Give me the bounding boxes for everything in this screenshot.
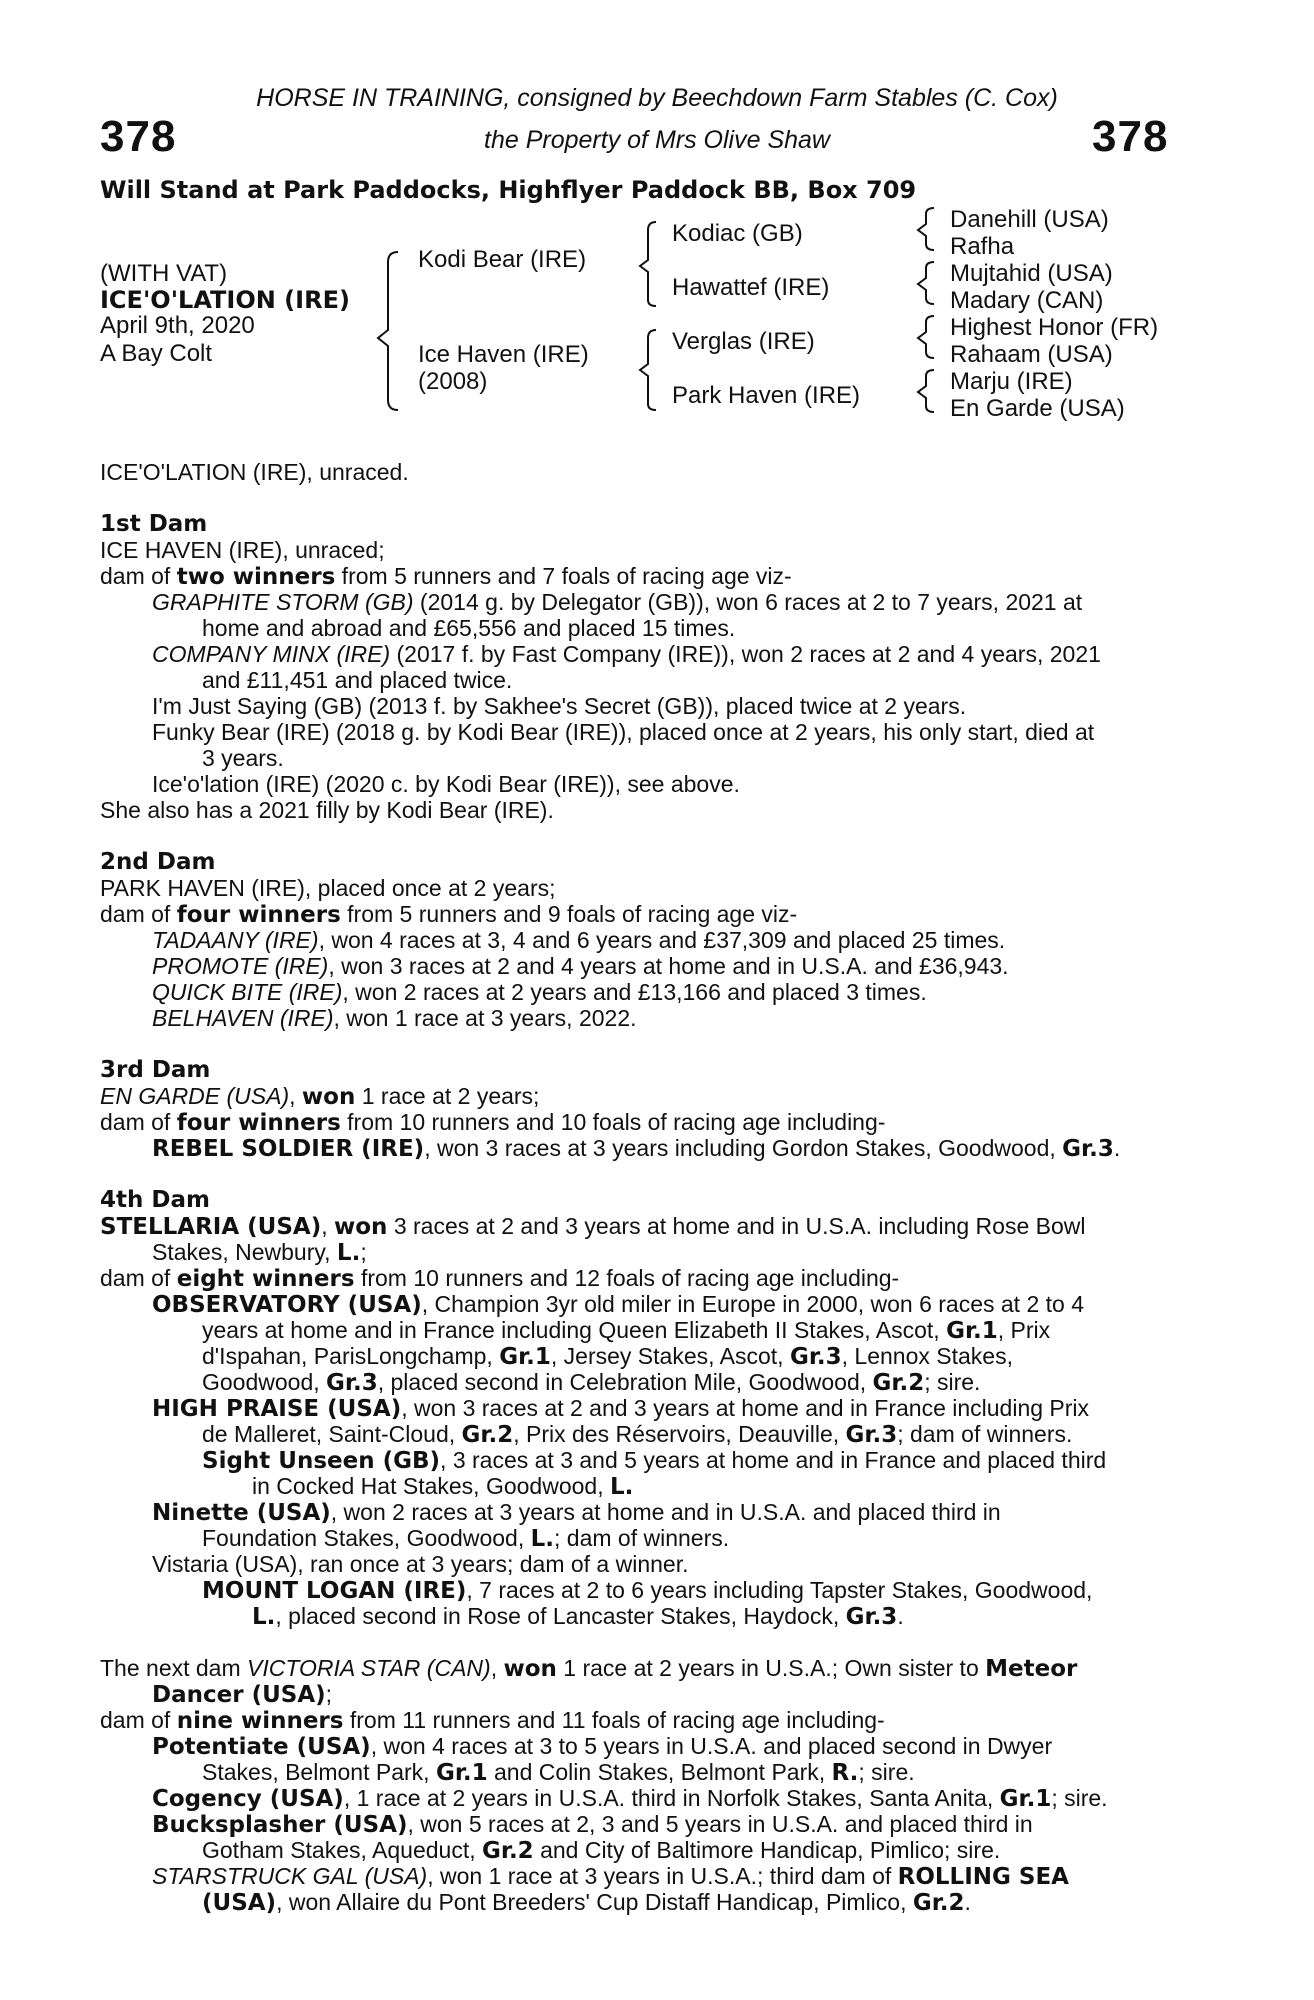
next-dam-line-2 <box>152 1682 332 1709</box>
text: , <box>321 1213 334 1239</box>
first-dam-title: 1st Dam <box>100 511 208 537</box>
text: , won 4 races at 3, 4 and 6 years and £37,309 and placed 25 times. <box>318 927 1006 953</box>
horse-name: VICTORIA STAR (CAN) <box>247 1655 491 1681</box>
text: , won 3 races at 2 and 3 years at home and in France including Prix <box>401 1395 1090 1421</box>
text: dam of <box>100 901 177 927</box>
won-label: won <box>503 1656 557 1682</box>
grade-label: Gr.2 <box>872 1370 925 1396</box>
produce-observatory-4 <box>202 1370 980 1397</box>
text: . <box>964 1889 971 1915</box>
horse-name: HIGH PRAISE (USA) <box>152 1396 402 1422</box>
produce-vistaria: Vistaria (USA), ran once at 3 years; dam of a winner. <box>152 1551 689 1577</box>
first-dam-line: ICE HAVEN (IRE), unraced; <box>100 537 385 563</box>
grade-label: Gr.3 <box>1062 1136 1114 1162</box>
produce-high-praise-2 <box>202 1422 1072 1449</box>
stand-line: Will Stand at Park Paddocks, Highflyer Paddock BB, Box 709 <box>100 176 917 204</box>
grade-label: Gr.1 <box>435 1760 488 1786</box>
text: ; <box>360 1239 367 1265</box>
grade-label: L. <box>252 1604 276 1630</box>
produce-potentiate-2 <box>202 1760 915 1787</box>
horse-name: BELHAVEN (IRE) <box>152 1005 334 1031</box>
pedigree-brackets <box>0 0 1314 440</box>
horse-name: MOUNT LOGAN (IRE) <box>202 1578 467 1604</box>
grade-label: Gr.1 <box>999 1786 1052 1812</box>
text: de Malleret, Saint-Cloud, <box>202 1421 462 1447</box>
horse-name: Bucksplasher (USA) <box>152 1812 408 1838</box>
horse-name: COMPANY MINX (IRE) <box>152 641 391 667</box>
horse-name: Potentiate (USA) <box>152 1734 371 1760</box>
dam-sire-dam: Rahaam (USA) <box>950 341 1113 368</box>
grade-label: Gr.2 <box>461 1422 514 1448</box>
horse-name: STARSTRUCK GAL (USA) <box>152 1863 428 1889</box>
produce-observatory <box>152 1292 1084 1319</box>
winners-count: four winners <box>176 902 341 928</box>
text: , Lennox Stakes, <box>841 1343 1013 1369</box>
text: from 10 runners and 10 foals of racing age including- <box>340 1109 886 1135</box>
text: , Prix <box>997 1317 1051 1343</box>
text: , <box>490 1655 504 1681</box>
produce-company-minx <box>152 642 1101 668</box>
produce-mount-logan-2 <box>252 1604 904 1631</box>
produce-cogency <box>152 1786 1108 1813</box>
text: , won 2 races at 3 years at home and in U.S.A. and placed third in <box>330 1499 1001 1525</box>
text: from 5 runners and 9 foals of racing age viz- <box>340 901 798 927</box>
fourth-dam-produce-line <box>100 1266 899 1293</box>
won-label: won <box>301 1084 356 1110</box>
next-dam-line <box>100 1656 1077 1683</box>
horse-name: Ninette (USA) <box>152 1500 331 1526</box>
fourth-dam-title: 4th Dam <box>100 1187 210 1213</box>
grade-label: Gr.2 <box>912 1890 965 1916</box>
horse-name: Cogency (USA) <box>152 1786 344 1812</box>
text: , 3 races at 3 and 5 years at home and in France and placed third <box>440 1447 1107 1473</box>
text: Goodwood, <box>202 1369 327 1395</box>
text: ; sire. <box>858 1759 915 1785</box>
text: dam of <box>100 1265 177 1291</box>
text: (2014 g. by Delegator (GB)), won 6 races at 2 to 7 years, 2021 at <box>413 589 1083 615</box>
produce-observatory-2 <box>202 1318 1050 1345</box>
horse-name: Meteor <box>985 1656 1078 1682</box>
horse-name: REBEL SOLDIER (IRE) <box>152 1136 425 1162</box>
produce-ninette <box>152 1500 1001 1527</box>
text: ; sire. <box>924 1369 981 1395</box>
text: ; <box>325 1681 333 1707</box>
text: from 11 runners and 11 foals of racing age including- <box>343 1707 885 1733</box>
grade-label: L. <box>530 1526 555 1552</box>
produce-funky-bear-cont: 3 years. <box>202 745 284 771</box>
sire-dam: Hawattef (IRE) <box>672 274 830 301</box>
produce-quick-bite <box>152 980 927 1006</box>
text: from 10 runners and 12 foals of racing age including- <box>354 1265 900 1291</box>
vat-label: (WITH VAT) <box>100 260 228 287</box>
first-dam-produce-line <box>100 564 792 591</box>
fourth-dam-line <box>100 1214 1086 1241</box>
text: , won 5 races at 2, 3 and 5 years in U.S.A. and placed third in <box>407 1811 1033 1837</box>
horse-name: (USA) <box>202 1890 277 1916</box>
produce-graphite-storm-cont: home and abroad and £65,556 and placed 15 times. <box>202 615 736 641</box>
text: , won 1 race at 3 years in U.S.A.; third dam of <box>427 1863 898 1889</box>
winners-count: eight winners <box>176 1266 355 1292</box>
winners-count: nine winners <box>176 1708 344 1734</box>
consigned-line: HORSE IN TRAINING, consigned by Beechdown Farm Stables (C. Cox) <box>256 84 1058 112</box>
text: ; dam of winners. <box>554 1525 730 1551</box>
horse-name: OBSERVATORY (USA) <box>152 1292 422 1318</box>
text: Foundation Stakes, Goodwood, <box>202 1525 531 1551</box>
horse-name: Sight Unseen (GB) <box>202 1448 441 1474</box>
second-dam-produce-line <box>100 902 797 929</box>
sire-sire-dam: Rafha <box>950 233 1015 260</box>
text: , won 3 races at 3 years including Gordon Stakes, Goodwood, <box>424 1135 1063 1161</box>
produce-starstruck-gal-2 <box>202 1890 971 1917</box>
produce-potentiate <box>152 1734 1052 1761</box>
produce-sight-unseen-2 <box>252 1474 633 1501</box>
text: dam of <box>100 563 177 589</box>
produce-ninette-2 <box>202 1526 729 1553</box>
produce-belhaven <box>152 1006 637 1032</box>
text: . <box>1113 1135 1121 1161</box>
produce-tadaany <box>152 928 1005 954</box>
horse-name: STELLARIA (USA) <box>100 1214 322 1240</box>
produce-sight-unseen <box>202 1448 1106 1475</box>
winners-count: four winners <box>176 1110 341 1136</box>
horse-desc: A Bay Colt <box>100 340 213 367</box>
text: dam of <box>100 1109 177 1135</box>
text: The next dam <box>100 1655 248 1681</box>
next-dam-produce-line <box>100 1708 885 1735</box>
horse-name: GRAPHITE STORM (GB) <box>152 589 414 615</box>
horse-name: ICE'O'LATION (IRE) <box>100 286 350 314</box>
text: 1 race at 2 years; <box>355 1083 540 1109</box>
horse-name: QUICK BITE (IRE) <box>152 979 343 1005</box>
horse-dob: April 9th, 2020 <box>100 312 255 339</box>
first-dam-note: She also has a 2021 filly by Kodi Bear (IRE). <box>100 797 554 823</box>
fourth-dam-line-cont <box>152 1240 367 1267</box>
produce-iceolation: Ice'o'lation (IRE) (2020 c. by Kodi Bear (IRE)), see above. <box>152 771 740 797</box>
won-label: won <box>334 1214 388 1240</box>
produce-bucksplasher <box>152 1812 1033 1839</box>
grade-label: L. <box>336 1240 361 1266</box>
lot-number-left: 378 <box>100 112 177 161</box>
dam-name: Ice Haven (IRE) <box>418 341 589 368</box>
dam-sire: Verglas (IRE) <box>672 328 815 355</box>
text: dam of <box>100 1707 177 1733</box>
grade-label: Gr.1 <box>499 1344 551 1370</box>
produce-mount-logan <box>202 1578 1092 1605</box>
sire-dam-sire: Mujtahid (USA) <box>950 260 1113 287</box>
grade-label: Gr.2 <box>482 1838 534 1864</box>
second-dam-line: PARK HAVEN (IRE), placed once at 2 years; <box>100 875 556 901</box>
lot-number-right: 378 <box>1092 112 1169 161</box>
grade-label: Gr.1 <box>946 1318 998 1344</box>
dam-sire-sire: Highest Honor (FR) <box>950 314 1159 341</box>
horse-name: PROMOTE (IRE) <box>152 953 329 979</box>
produce-high-praise <box>152 1396 1089 1423</box>
text: , placed second in Celebration Mile, Goodwood, <box>377 1369 873 1395</box>
text: , placed second in Rose of Lancaster Stakes, Haydock, <box>275 1603 846 1629</box>
property-line: the Property of Mrs Olive Shaw <box>484 126 830 154</box>
second-dam-title: 2nd Dam <box>100 849 216 875</box>
text: ; sire. <box>1051 1785 1108 1811</box>
dam-year: (2008) <box>418 368 488 395</box>
grade-label: R. <box>831 1760 859 1786</box>
text: and Colin Stakes, Belmont Park, <box>487 1759 832 1785</box>
grade-label: Gr.3 <box>845 1422 898 1448</box>
text: , 7 races at 2 to 6 years including Tapster Stakes, Goodwood, <box>466 1577 1093 1603</box>
dam-dam-sire: Marju (IRE) <box>950 368 1073 395</box>
text: , won 3 races at 2 and 4 years at home and in U.S.A. and £36,943. <box>328 953 1009 979</box>
winners-count: two winners <box>176 564 336 590</box>
text: , <box>289 1083 302 1109</box>
dam-dam: Park Haven (IRE) <box>672 382 861 409</box>
produce-observatory-3 <box>202 1344 1013 1371</box>
text: Gotham Stakes, Aqueduct, <box>202 1837 482 1863</box>
text: , Champion 3yr old miler in Europe in 2000, won 6 races at 2 to 4 <box>421 1291 1084 1317</box>
produce-rebel-soldier <box>152 1136 1120 1163</box>
text: d'Ispahan, ParisLongchamp, <box>202 1343 500 1369</box>
text: , 1 race at 2 years in U.S.A. third in Norfolk Stakes, Santa Anita, <box>343 1785 1000 1811</box>
sire-sire: Kodiac (GB) <box>672 220 803 247</box>
text: , won Allaire du Pont Breeders' Cup Distaff Handicap, Pimlico, <box>276 1889 913 1915</box>
grade-label: L. <box>609 1474 634 1500</box>
horse-name: Dancer (USA) <box>152 1682 326 1708</box>
produce-im-just-saying: I'm Just Saying (GB) (2013 f. by Sakhee's Secret (GB)), placed twice at 2 years. <box>152 693 967 719</box>
produce-bucksplasher-2 <box>202 1838 1000 1865</box>
sire-dam-dam: Madary (CAN) <box>950 287 1104 314</box>
text: ; dam of winners. <box>897 1421 1073 1447</box>
dam-dam-dam: En Garde (USA) <box>950 395 1125 422</box>
third-dam-produce-line <box>100 1110 885 1137</box>
intro-line: ICE'O'LATION (IRE), unraced. <box>100 459 409 485</box>
text: and City of Baltimore Handicap, Pimlico; sire. <box>533 1837 1001 1863</box>
text: (2017 f. by Fast Company (IRE)), won 2 races at 2 and 4 years, 2021 <box>390 641 1101 667</box>
produce-promote <box>152 954 1009 980</box>
produce-company-minx-cont: and £11,451 and placed twice. <box>202 667 513 693</box>
text: 1 race at 2 years in U.S.A.; Own sister to <box>556 1655 986 1681</box>
text: . <box>897 1603 904 1629</box>
produce-starstruck-gal <box>152 1864 1069 1891</box>
text: , Jersey Stakes, Ascot, <box>550 1343 790 1369</box>
grade-label: Gr.3 <box>789 1344 842 1370</box>
third-dam-line <box>100 1084 539 1111</box>
grade-label: Gr.3 <box>326 1370 378 1396</box>
horse-name: ROLLING SEA <box>897 1864 1069 1890</box>
text: , won 2 races at 2 years and £13,166 and placed 3 times. <box>342 979 927 1005</box>
text: from 5 runners and 7 foals of racing age viz- <box>335 563 792 589</box>
horse-name: TADAANY (IRE) <box>152 927 319 953</box>
text: , won 1 race at 3 years, 2022. <box>333 1005 637 1031</box>
grade-label: Gr.3 <box>845 1604 898 1630</box>
text: , won 4 races at 3 to 5 years in U.S.A. and placed second in Dwyer <box>370 1733 1053 1759</box>
produce-graphite-storm <box>152 590 1082 616</box>
sire-sire-sire: Danehill (USA) <box>950 206 1109 233</box>
sire-name: Kodi Bear (IRE) <box>418 246 587 273</box>
text: in Cocked Hat Stakes, Goodwood, <box>252 1473 610 1499</box>
third-dam-title: 3rd Dam <box>100 1057 211 1083</box>
produce-funky-bear: Funky Bear (IRE) (2018 g. by Kodi Bear (IRE)), placed once at 2 years, his only start, died at <box>152 719 1095 745</box>
horse-name: EN GARDE (USA) <box>100 1083 290 1109</box>
text: Stakes, Belmont Park, <box>202 1759 436 1785</box>
text: years at home and in France including Queen Elizabeth II Stakes, Ascot, <box>202 1317 947 1343</box>
text: 3 races at 2 and 3 years at home and in U.S.A. including Rose Bowl <box>387 1213 1086 1239</box>
text: , Prix des Réservoirs, Deauville, <box>513 1421 846 1447</box>
text: Stakes, Newbury, <box>152 1239 337 1265</box>
